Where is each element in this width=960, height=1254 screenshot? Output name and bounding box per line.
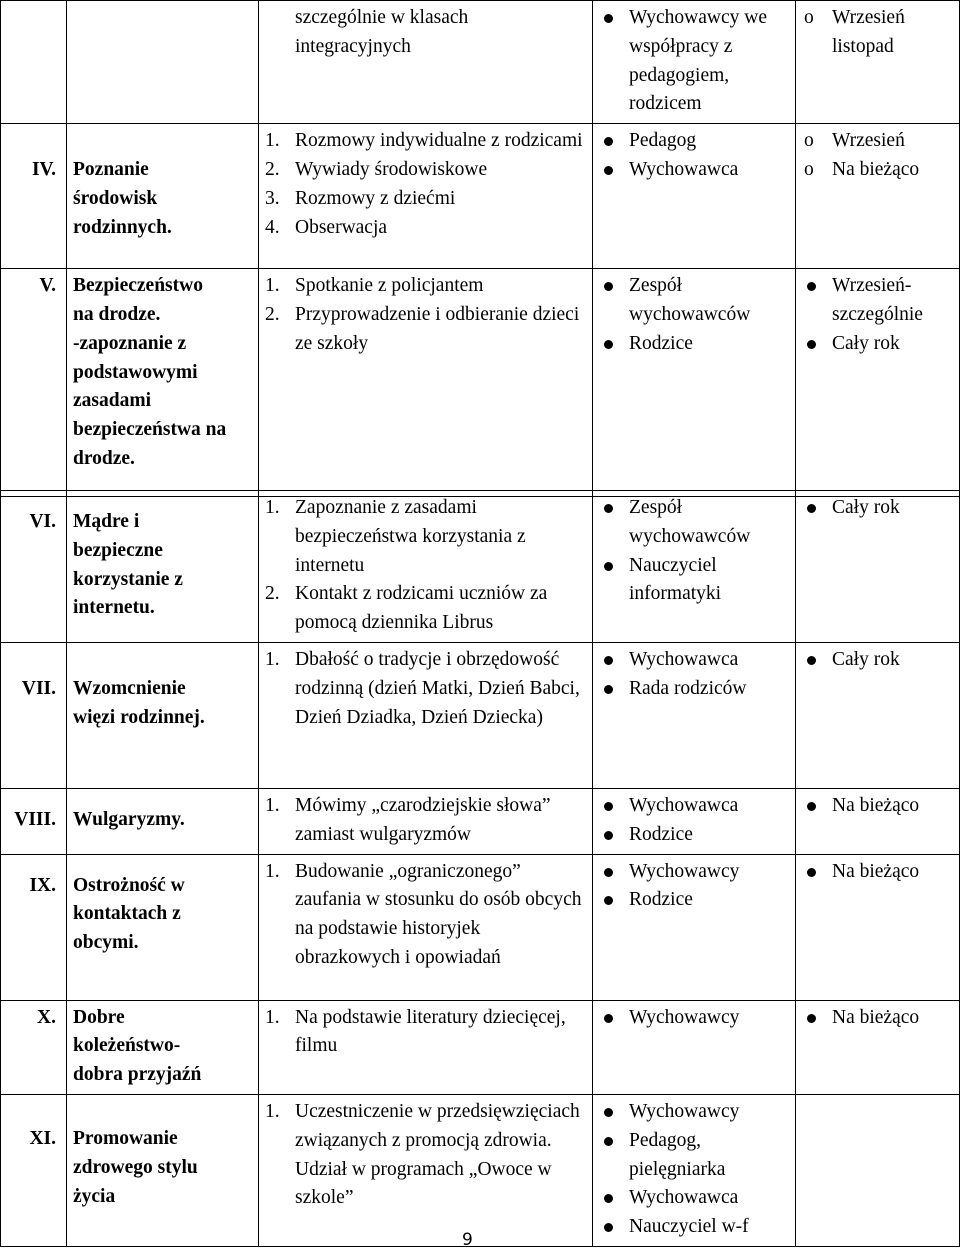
topic-line: -zapoznanie z <box>73 332 187 354</box>
bullet-icon <box>599 858 629 887</box>
methods-cell: 1. Uczestniczenie w przedsięwzięciach związanych z promocją zdrowia. Udział w programach „Owoce w szkole” <box>259 1094 593 1246</box>
dates-cell <box>796 642 960 788</box>
bullet-icon <box>599 330 629 359</box>
circle-marker-icon <box>802 127 832 156</box>
bullet-icon <box>599 4 629 119</box>
method-text: Dbałość o tradycje i obrzędowość rodzinną (dzień Matki, Dzień Babci, Dzień Dziadka, Dzień Dziecka) <box>295 648 580 728</box>
date-text: Cały rok <box>832 497 900 518</box>
row-number: VII. <box>1 642 67 788</box>
row-number: VI. <box>1 491 67 643</box>
method-text: integracyjnych <box>295 35 411 57</box>
table-row <box>1 491 960 643</box>
method-text: Uczestniczenie w przedsięwzięciach związanych z promocją zdrowia. Udział w programach „Owoce w szkole” <box>295 1100 580 1209</box>
responsible-text: Rada rodziców <box>629 677 747 699</box>
topic-cell <box>67 269 259 497</box>
topic-line: Wzomcnienie <box>73 677 186 699</box>
dates-cell <box>796 788 960 854</box>
methods-cell <box>259 1 593 124</box>
row-number: VIII. <box>1 788 67 854</box>
responsible-text: Wychowawca <box>629 1187 739 1209</box>
methods-cell: 1. Mówimy „czarodziejskie słowa” zamiast wulgaryzmów <box>259 788 593 854</box>
table-row <box>1 1000 960 1094</box>
topic-cell <box>67 642 259 788</box>
method-text: szczególnie w klasach <box>295 7 469 28</box>
bullet-icon <box>599 1127 629 1185</box>
responsible-text: Zespół wychowawców <box>629 275 751 325</box>
responsible-cell <box>593 491 796 643</box>
topic-line: Mądre i <box>73 511 140 532</box>
dates-cell <box>796 1000 960 1094</box>
row-number <box>1 1 67 124</box>
bullet-icon <box>599 552 629 610</box>
topic-line: więzi rodzinnej. <box>73 706 205 728</box>
topic-line: rodzinnych. <box>73 216 172 238</box>
circle-marker-icon <box>802 156 832 185</box>
responsible-cell <box>593 1 796 124</box>
responsible-cell <box>593 1094 796 1246</box>
method-text: Budowanie „ograniczonego” zaufania w stosunku do osób obcych na podstawie historyjek obrazkowych i opowiadań <box>295 860 582 968</box>
topic-line: Dobre <box>73 1006 125 1028</box>
responsible-cell <box>593 269 796 497</box>
method-text: Zapoznanie z zasadami bezpieczeństwa korzystania z internetu <box>295 497 526 576</box>
bullet-icon <box>802 646 832 675</box>
method-text: Rozmowy z dziećmi <box>295 187 456 209</box>
responsible-text: Zespół wychowawców <box>629 497 751 547</box>
topic-line: dobra przyjaźń <box>73 1064 202 1086</box>
table-row <box>1 788 960 854</box>
row-number: X. <box>1 1000 67 1094</box>
topic-line: zasadami <box>73 390 151 412</box>
topic-line: Promowanie <box>73 1127 178 1149</box>
methods-cell: 1. Rozmowy indywidualne z rodzicami 2. Wywiady środowiskowe 3. Rozmowy z dziećmi 4. Obserwacja <box>259 124 593 269</box>
bullet-icon <box>599 272 629 330</box>
bullet-icon <box>599 494 629 552</box>
row-number: IV. <box>1 124 67 269</box>
bullet-icon <box>599 1098 629 1127</box>
dates-cell <box>796 269 960 497</box>
topic-cell <box>67 788 259 854</box>
responsible-text: Wychowawcy <box>629 1100 740 1122</box>
topic-line: internetu. <box>73 597 155 619</box>
topic-cell <box>67 854 259 1000</box>
topic-line: podstawowymi <box>73 361 198 383</box>
topic-cell <box>67 491 259 643</box>
row-number: IX. <box>1 854 67 1000</box>
responsible-text: Wychowawcy <box>629 860 740 882</box>
methods-cell: 1. Zapoznanie z zasadami bezpieczeństwa korzystania z internetu 2. Kontakt z rodzicami uczniów za pomocą dziennika Librus <box>259 491 593 643</box>
responsible-text: Pedagog <box>629 130 697 152</box>
bullet-icon <box>802 272 832 330</box>
bullet-icon <box>802 330 832 359</box>
topic-line: Poznanie <box>73 159 149 181</box>
method-text: Kontakt z rodzicami uczniów za pomocą dziennika Librus <box>295 583 548 634</box>
table-row <box>1 124 960 269</box>
topic-line: drodze. <box>73 447 135 469</box>
method-text: Przyprowadzenie i odbieranie dzieci ze szkoły <box>295 303 580 354</box>
bullet-icon <box>802 858 832 887</box>
responsible-text: Rodzice <box>629 823 693 845</box>
bullet-icon <box>802 1004 832 1033</box>
responsible-text: Wychowawcy we współpracy z pedagogiem, rodzicem <box>629 7 767 115</box>
table-row <box>1 854 960 1000</box>
bullet-icon <box>599 821 629 850</box>
dates-cell <box>796 1094 960 1246</box>
dates-cell <box>796 124 960 269</box>
bullet-icon <box>599 127 629 156</box>
responsible-cell <box>593 1000 796 1094</box>
method-text: Wywiady środowiskowe <box>295 158 488 180</box>
topic-line: bezpieczeństwa na <box>73 419 227 441</box>
date-text: Wrzesień-szczególnie <box>832 275 923 325</box>
topic-line: Wulgaryzmy. <box>73 808 185 830</box>
topic-line: życia <box>73 1185 116 1207</box>
responsible-cell <box>593 124 796 269</box>
topic-line: środowisk <box>73 187 158 209</box>
table-row <box>1 269 960 497</box>
responsible-text: Rodzice <box>629 332 693 354</box>
method-text: Mówimy „czarodziejskie słowa” zamiast wulgaryzmów <box>295 794 551 845</box>
date-text: Na bieżąco <box>832 794 920 816</box>
date-text: Wrzesień listopad <box>832 7 905 57</box>
bullet-icon <box>599 156 629 185</box>
method-text: Na podstawie literatury dziecięcej, filmu <box>295 1006 566 1057</box>
plan-table-top <box>0 0 960 497</box>
date-text: Na bieżąco <box>832 860 920 882</box>
bullet-icon <box>599 792 629 821</box>
topic-line: bezpieczne <box>73 539 163 561</box>
methods-cell: 1. Na podstawie literatury dziecięcej, filmu <box>259 1000 593 1094</box>
responsible-text: Nauczyciel informatyki <box>629 554 722 605</box>
responsible-text: Wychowawca <box>629 794 739 816</box>
method-text: Rozmowy indywidualne z rodzicami <box>295 130 583 152</box>
topic-line: Bezpieczeństwo <box>73 275 203 297</box>
table-row <box>1 1094 960 1246</box>
topic-cell <box>67 1094 259 1246</box>
method-text: Spotkanie z policjantem <box>295 275 484 297</box>
responsible-text: Nauczyciel w-f <box>629 1216 749 1238</box>
topic-line: kontaktach z <box>73 903 181 925</box>
page-number: 9 <box>462 1230 473 1250</box>
date-text: Cały rok <box>832 648 900 670</box>
dates-cell <box>796 1 960 124</box>
topic-line: koleżeństwo- <box>73 1035 181 1057</box>
date-text: Wrzesień <box>832 130 905 152</box>
topic-line: Ostrożność w <box>73 874 185 896</box>
bullet-icon <box>599 1184 629 1213</box>
responsible-text: Pedagog, pielęgniarka <box>629 1129 726 1180</box>
bullet-icon <box>599 646 629 675</box>
responsible-cell <box>593 854 796 1000</box>
bullet-icon <box>599 675 629 704</box>
topic-line: na drodze. <box>73 303 161 325</box>
methods-cell: 1. Budowanie „ograniczonego” zaufania w stosunku do osób obcych na podstawie historyjek obrazkowych i opowiadań <box>259 854 593 1000</box>
topic-cell <box>67 124 259 269</box>
circle-marker-icon <box>802 4 832 62</box>
plan-table-bottom <box>0 490 960 1247</box>
responsible-cell <box>593 642 796 788</box>
table-row <box>1 642 960 788</box>
bullet-icon <box>599 1213 629 1242</box>
responsible-text: Rodzice <box>629 889 693 911</box>
date-text: Na bieżąco <box>832 1006 920 1028</box>
methods-cell: 1. Spotkanie z policjantem 2. Przyprowadzenie i odbieranie dzieci ze szkoły <box>259 269 593 497</box>
bullet-icon <box>599 1004 629 1033</box>
bullet-icon <box>802 792 832 821</box>
topic-line: korzystanie z <box>73 568 183 590</box>
responsible-text: Wychowawcy <box>629 1006 740 1028</box>
row-number: V. <box>1 269 67 497</box>
date-text: Na bieżąco <box>832 158 920 180</box>
table-row <box>1 1 960 124</box>
methods-cell: 1. Dbałość o tradycje i obrzędowość rodzinną (dzień Matki, Dzień Babci, Dzień Dziadka, Dzień Dziecka) <box>259 642 593 788</box>
topic-cell <box>67 1 259 124</box>
responsible-text: Wychowawca <box>629 648 739 670</box>
responsible-text: Wychowawca <box>629 158 739 180</box>
dates-cell <box>796 854 960 1000</box>
topic-line: obcymi. <box>73 932 139 954</box>
bullet-icon <box>599 886 629 915</box>
bullet-icon <box>802 494 832 523</box>
topic-cell <box>67 1000 259 1094</box>
responsible-cell <box>593 788 796 854</box>
row-number: XI. <box>1 1094 67 1246</box>
method-text: Obserwacja <box>295 216 388 238</box>
topic-line: zdrowego stylu <box>73 1156 198 1178</box>
dates-cell <box>796 491 960 643</box>
date-text: Cały rok <box>832 332 900 354</box>
